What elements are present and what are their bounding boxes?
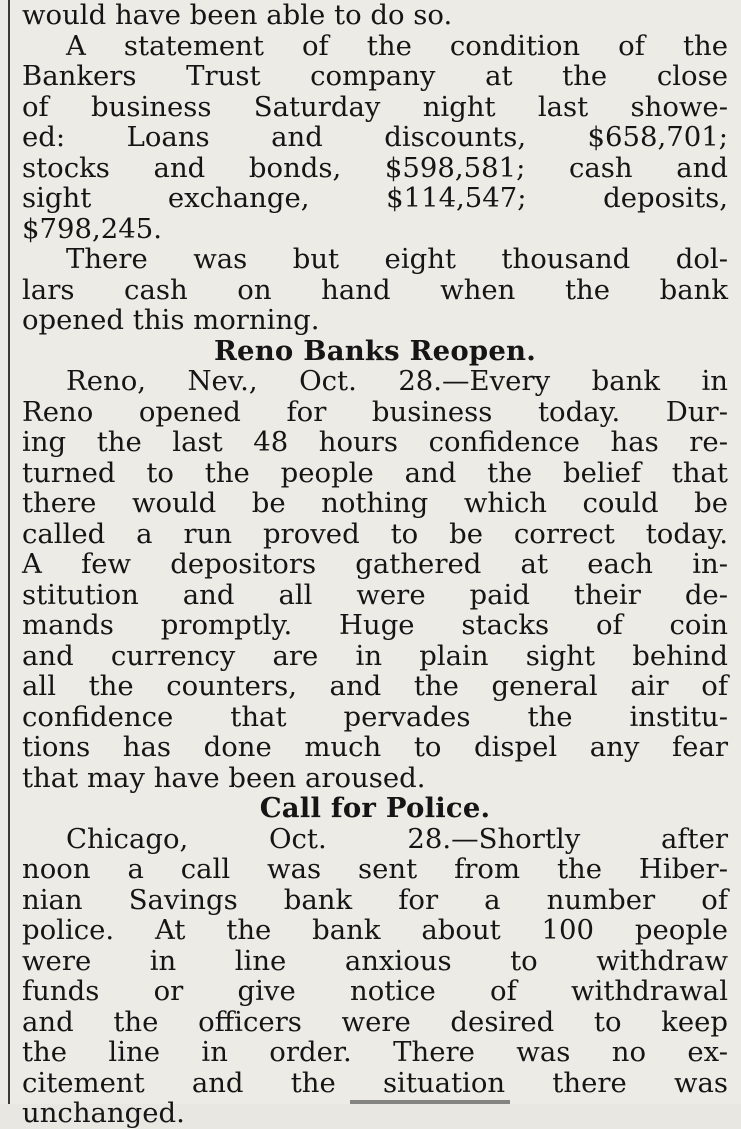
article-line: and currency are in plain sight behind [22,639,728,672]
article-line: that may have been aroused. [22,761,426,794]
article-line: the line in order. There was no ex- [22,1036,728,1068]
article-line: unchanged. [22,1097,185,1129]
article-line: there would be nothing which could be [22,487,728,519]
article-line: There was but eight thousand dol- [66,243,728,275]
article-line: would have been able to do so. [22,0,453,31]
article-line: police. At the bank about 100 people [22,914,728,946]
article-line: Chicago, Oct. 28.—Shortly after [66,822,728,855]
article-line: Reno, Nev., Oct. 28.—Every bank in [66,365,728,397]
article-line: tions has done much to dispel any fear [22,731,728,763]
article-line: $798,245. [22,212,162,245]
article-line: confidence that pervades the institu- [22,700,728,733]
article-line: A statement of the condition of the [66,29,728,62]
article-line: Bankers Trust company at the close [22,60,728,92]
article-line: noon a call was sent from the Hiber- [22,853,728,885]
section-heading: Reno Banks Reopen. [213,334,536,367]
article-line: lars cash on hand when the bank [22,273,728,306]
article-line: funds or give notice of withdrawal [22,975,728,1007]
column-rule [8,0,10,1104]
article-line: ing the last 48 hours confidence has re- [22,426,728,458]
article-line: ed: Loans and discounts, $658,701; [22,121,728,153]
article-line: A few depositors gathered at each in- [22,548,728,580]
article-line: of business Saturday night last showe- [22,90,728,123]
article-line: nian Savings bank for a number of [22,883,728,916]
article-line: mands promptly. Huge stacks of coin [22,609,728,641]
article-line: called a run proved to be correct today. [22,517,728,550]
article-line: opened this morning. [22,304,320,336]
article-line: turned to the people and the belief that [22,456,728,489]
article-line: stitution and all were paid their de- [22,578,728,611]
article-line: and the officers were desired to keep [22,1005,728,1038]
article-line: stocks and bonds, $598,581; cash and [22,151,728,184]
bottom-rule [350,1100,510,1104]
article-line: all the counters, and the general air of [22,670,728,702]
article-line: citement and the situation there was [22,1066,728,1099]
article-column [22,0,728,1129]
section-heading: Call for Police. [259,792,491,824]
article-line: sight exchange, $114,547; deposits, [22,182,728,214]
article-line: were in line anxious to withdraw [22,944,728,977]
article-line: Reno opened for business today. Dur- [22,395,728,428]
